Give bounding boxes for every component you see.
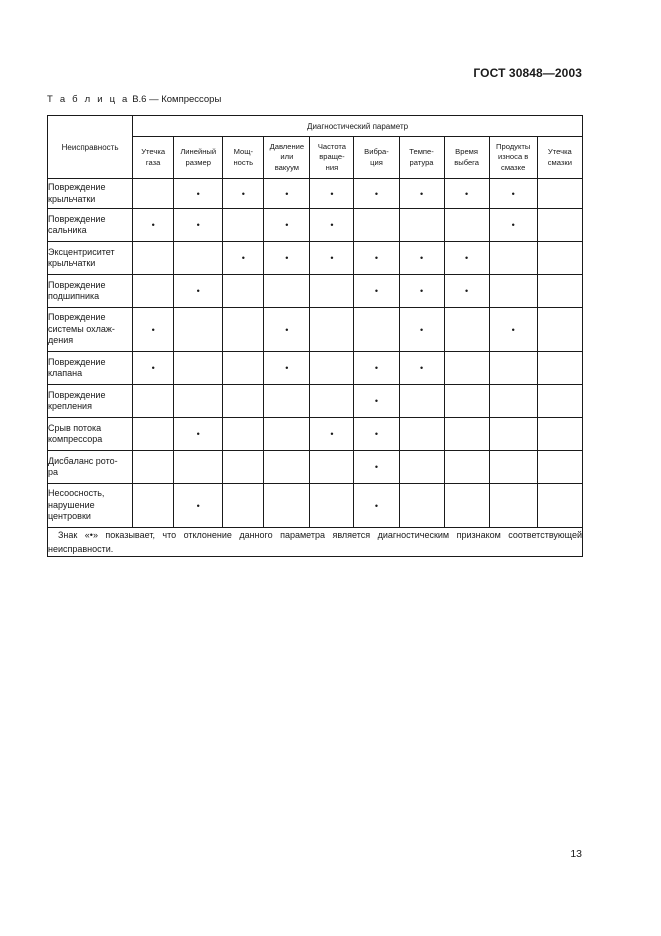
- mark-dot: •: [419, 363, 424, 373]
- mark-dot: •: [285, 253, 289, 263]
- mark-cell: [489, 418, 537, 451]
- param-header: Продукты износа в смазке: [489, 137, 537, 179]
- mark-cell: [174, 275, 223, 308]
- table-row: [48, 242, 583, 275]
- mark-cell: [489, 352, 537, 385]
- mark-cell: [489, 308, 537, 352]
- mark-cell: [133, 385, 174, 418]
- mark-cell: [264, 179, 310, 209]
- mark-cell: [537, 179, 582, 209]
- mark-dot: •: [330, 253, 334, 263]
- mark-cell: [444, 275, 489, 308]
- mark-cell: [264, 308, 310, 352]
- mark-dot: •: [151, 324, 155, 335]
- mark-dot: •: [196, 188, 200, 199]
- param-header: Линейный размер: [174, 137, 223, 179]
- mark-cell: [489, 179, 537, 209]
- table-row: [48, 385, 583, 418]
- mark-cell: [223, 418, 264, 451]
- mark-dot: •: [285, 324, 289, 335]
- mark-cell: [399, 242, 444, 275]
- mark-cell: [399, 352, 444, 385]
- mark-cell: [444, 418, 489, 451]
- mark-cell: [537, 451, 582, 484]
- mark-dot: •: [196, 286, 200, 296]
- mark-cell: [133, 451, 174, 484]
- mark-cell: [310, 209, 354, 242]
- page-number: 13: [570, 848, 582, 860]
- mark-cell: [223, 352, 264, 385]
- mark-cell: [399, 484, 444, 528]
- mark-cell: [354, 179, 399, 209]
- mark-cell: [444, 451, 489, 484]
- fault-cell: Повреждение крепления: [48, 385, 133, 418]
- mark-dot: •: [374, 462, 379, 472]
- mark-cell: [537, 418, 582, 451]
- mark-dot: •: [285, 363, 289, 373]
- table-row: [48, 179, 583, 209]
- mark-cell: [310, 418, 354, 451]
- fault-cell: Повреждение крыльчатки: [48, 179, 133, 209]
- mark-dot: •: [196, 500, 200, 511]
- fault-cell: Несоосность, нарушение центровки: [48, 484, 133, 528]
- param-header: Вибра- ция: [354, 137, 399, 179]
- mark-cell: [354, 451, 399, 484]
- mark-cell: [354, 418, 399, 451]
- mark-cell: [133, 209, 174, 242]
- mark-cell: [174, 352, 223, 385]
- mark-cell: [310, 385, 354, 418]
- mark-cell: [399, 275, 444, 308]
- table-caption-title: В.6 — Компрессоры: [132, 94, 222, 105]
- table-caption: [47, 94, 221, 105]
- mark-cell: [489, 209, 537, 242]
- fault-cell: Срыв потока компрессора: [48, 418, 133, 451]
- mark-dot: •: [419, 286, 424, 296]
- mark-dot: •: [241, 188, 245, 199]
- mark-cell: [444, 179, 489, 209]
- table-row: [48, 275, 583, 308]
- table-row: [48, 209, 583, 242]
- mark-dot: •: [151, 220, 155, 230]
- mark-cell: [133, 242, 174, 275]
- mark-cell: [354, 484, 399, 528]
- param-header: Темпе- ратура: [399, 137, 444, 179]
- mark-cell: [537, 242, 582, 275]
- mark-cell: [264, 484, 310, 528]
- mark-dot: •: [511, 188, 515, 199]
- mark-cell: [489, 385, 537, 418]
- fault-cell: Эксцентриситет крыльчатки: [48, 242, 133, 275]
- mark-dot: •: [241, 253, 245, 263]
- table-row: [48, 308, 583, 352]
- mark-dot: •: [151, 363, 155, 373]
- mark-dot: •: [419, 253, 424, 263]
- mark-cell: [174, 242, 223, 275]
- mark-cell: [537, 484, 582, 528]
- fault-cell: Повреждение подшипника: [48, 275, 133, 308]
- mark-cell: [354, 308, 399, 352]
- mark-cell: [264, 385, 310, 418]
- mark-dot: •: [374, 253, 379, 263]
- fault-cell: Повреждение клапана: [48, 352, 133, 385]
- mark-cell: [354, 209, 399, 242]
- mark-cell: [264, 451, 310, 484]
- mark-dot: •: [465, 286, 469, 296]
- mark-cell: [444, 308, 489, 352]
- mark-cell: [537, 308, 582, 352]
- mark-cell: [310, 451, 354, 484]
- mark-dot: •: [285, 188, 289, 199]
- mark-cell: [537, 275, 582, 308]
- fault-cell: Повреждение системы охлаж- дения: [48, 308, 133, 352]
- mark-cell: [399, 209, 444, 242]
- mark-cell: [354, 275, 399, 308]
- mark-cell: [264, 242, 310, 275]
- mark-cell: [223, 385, 264, 418]
- mark-cell: [310, 242, 354, 275]
- mark-cell: [310, 484, 354, 528]
- mark-cell: [310, 179, 354, 209]
- mark-cell: [174, 451, 223, 484]
- mark-dot: •: [330, 220, 334, 230]
- mark-cell: [264, 352, 310, 385]
- mark-cell: [264, 418, 310, 451]
- table-row: [48, 484, 583, 528]
- mark-cell: [310, 352, 354, 385]
- mark-dot: •: [419, 188, 424, 199]
- mark-cell: [399, 418, 444, 451]
- mark-cell: [133, 352, 174, 385]
- parameter-group-header: Диагностический параметр: [133, 116, 583, 137]
- mark-dot: •: [511, 324, 515, 335]
- mark-cell: [537, 352, 582, 385]
- mark-cell: [537, 209, 582, 242]
- mark-cell: [133, 418, 174, 451]
- mark-dot: •: [374, 286, 379, 296]
- fault-cell: Дисбаланс рото- ра: [48, 451, 133, 484]
- mark-dot: •: [419, 324, 424, 335]
- mark-cell: [444, 352, 489, 385]
- mark-cell: [354, 242, 399, 275]
- mark-cell: [174, 179, 223, 209]
- mark-cell: [133, 275, 174, 308]
- param-header: Давление или вакуум: [264, 137, 310, 179]
- mark-cell: [354, 385, 399, 418]
- mark-cell: [354, 352, 399, 385]
- mark-cell: [444, 385, 489, 418]
- header-row-group: [48, 116, 583, 137]
- mark-cell: [399, 308, 444, 352]
- mark-cell: [223, 484, 264, 528]
- mark-cell: [310, 275, 354, 308]
- mark-cell: [223, 308, 264, 352]
- mark-cell: [399, 451, 444, 484]
- mark-cell: [310, 308, 354, 352]
- mark-dot: •: [511, 220, 515, 230]
- table-row: [48, 352, 583, 385]
- mark-cell: [264, 209, 310, 242]
- mark-cell: [174, 209, 223, 242]
- mark-dot: •: [465, 188, 469, 199]
- mark-dot: •: [196, 220, 200, 230]
- table-row: [48, 451, 583, 484]
- mark-cell: [489, 242, 537, 275]
- mark-dot: •: [374, 429, 379, 439]
- mark-cell: [223, 209, 264, 242]
- mark-dot: •: [330, 188, 334, 199]
- mark-dot: •: [374, 396, 379, 406]
- mark-dot: •: [330, 429, 334, 439]
- mark-cell: [174, 484, 223, 528]
- mark-dot: •: [374, 363, 379, 373]
- fault-column-header: Неисправность: [48, 116, 133, 179]
- mark-cell: [133, 308, 174, 352]
- mark-dot: •: [465, 253, 469, 263]
- mark-cell: [537, 385, 582, 418]
- mark-cell: [399, 179, 444, 209]
- param-header: Утечка газа: [133, 137, 174, 179]
- mark-cell: [489, 451, 537, 484]
- mark-cell: [223, 451, 264, 484]
- note-row: [48, 528, 583, 557]
- mark-cell: [489, 275, 537, 308]
- param-header: Время выбега: [444, 137, 489, 179]
- table-body: [48, 179, 583, 528]
- param-header: Утечка смазки: [537, 137, 582, 179]
- mark-cell: [133, 179, 174, 209]
- mark-cell: [489, 484, 537, 528]
- table-note-text: Знак «•» показывает, что отклонение данного параметра является диагностическим признаком соответствующей неисправности.: [48, 530, 582, 554]
- mark-dot: •: [196, 429, 200, 439]
- fault-cell: Повреждение сальника: [48, 209, 133, 242]
- table-note: [48, 528, 583, 557]
- mark-cell: [223, 275, 264, 308]
- mark-cell: [444, 242, 489, 275]
- mark-cell: [444, 209, 489, 242]
- mark-dot: •: [374, 500, 379, 511]
- mark-cell: [223, 179, 264, 209]
- mark-dot: •: [374, 188, 379, 199]
- mark-cell: [174, 385, 223, 418]
- mark-cell: [264, 275, 310, 308]
- table-caption-prefix: Т а б л и ц а: [47, 94, 130, 105]
- mark-cell: [174, 308, 223, 352]
- mark-cell: [223, 242, 264, 275]
- diagnostics-table: [47, 115, 583, 557]
- table-row: [48, 418, 583, 451]
- document-code: ГОСТ 30848—2003: [473, 66, 582, 80]
- mark-cell: [174, 418, 223, 451]
- param-header: Мощ- ность: [223, 137, 264, 179]
- param-header: Частота враще- ния: [310, 137, 354, 179]
- mark-cell: [133, 484, 174, 528]
- mark-cell: [444, 484, 489, 528]
- mark-cell: [399, 385, 444, 418]
- mark-dot: •: [285, 220, 289, 230]
